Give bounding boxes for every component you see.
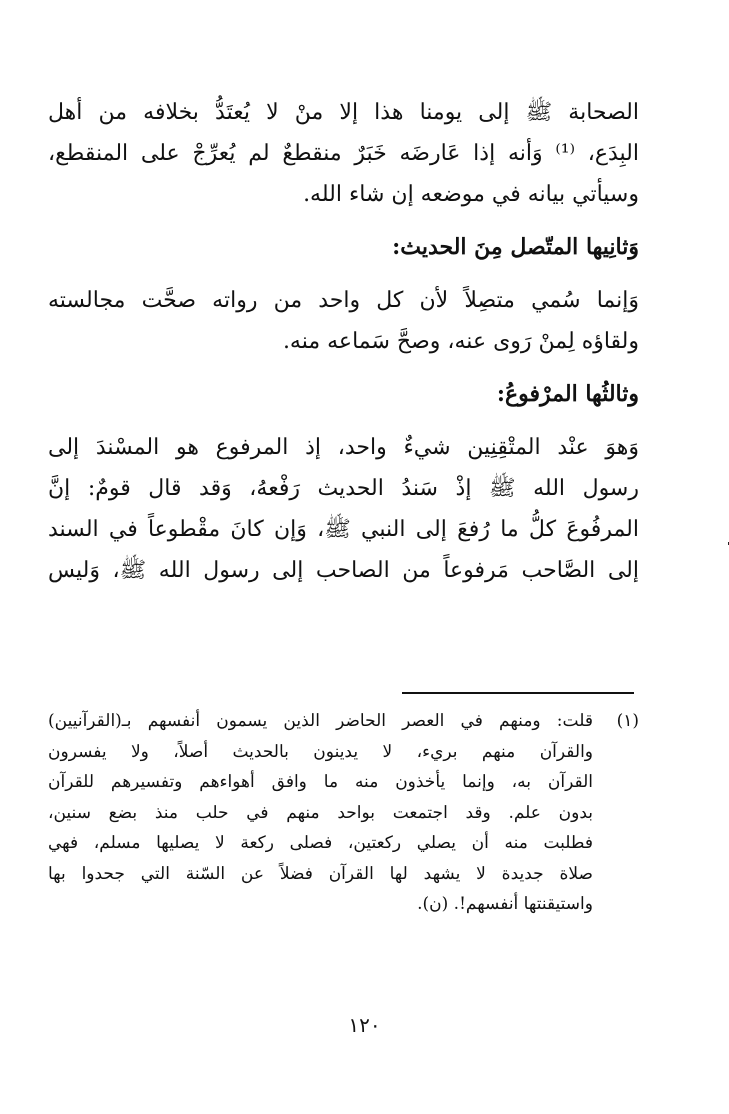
footnote-line: القرآن به، وإنما يأخذون منه ما وافق أهواءهم وتفسيرهم للقرآن: [48, 772, 593, 792]
footnote-line: واستيقنتها أنفسهم!. (ن).: [417, 894, 593, 914]
text-line: وَإنما سُمي متصِلاً لأن كل واحد من رواته صحَّت مجالسته: [48, 288, 639, 313]
footnote-line: فطلبت منه أن يصلي ركعتين، فصلى ركعة لا يصليها مسلم، فهي: [48, 833, 593, 853]
footnote-line: بدون علم. وقد اجتمعت بواحد منهم في حلب منذ بضع سنين،: [48, 802, 593, 823]
text-line: البِدَع، ⁽¹⁾ وَأنه إذا عَارضَه خَبَرٌ منقطعٌ لم يُعرِّجْ على المنقطع،: [48, 141, 639, 166]
text-line: إلى الصَّاحب مَرفوعاً من الصاحب إلى رسول الله ﷺ، وَليس: [48, 558, 639, 583]
text-line: وَهوَ عنْد المتْقِنِين شيءٌ واحد، إذ المرفوع هو المسْندَ إلى: [48, 435, 639, 460]
footnote-separator: [402, 692, 634, 694]
footnote: [48, 706, 639, 920]
spacer: [48, 415, 639, 427]
page-number: ١٢٠: [348, 1013, 381, 1037]
text-line: المرفُوعَ كلُّ ما رُفعَ إلى النبي ﷺ، وَإن كانَ مقْطوعاً في السند: [48, 517, 639, 542]
section-heading-marfu: وثالثُها المرْفوعُ:: [496, 381, 639, 407]
text-line: وسيأتي بيانه في موضعه إن شاء الله.: [303, 182, 639, 207]
main-text: [48, 92, 639, 591]
section-heading-connected: وَثانِيها المتّصل مِنَ الحديث:: [392, 234, 639, 260]
footnote-line: والقرآن منهم بريء، لا يدينون بالحديث أصلاً، ولا يفسرون: [48, 741, 593, 762]
footnote-first-line: [48, 706, 639, 737]
text-line: رسول الله ﷺ إذْ سَندُ الحديث رَفْعهُ، وَقد قال قومٌ: إنَّ: [48, 476, 639, 501]
footnote-line: قلت: ومنهم في العصر الحاضر الذين يسمون أنفسهم بـ(القرآنيين): [48, 711, 593, 731]
footnote-line: صلاة جديدة لا يشهد لها القرآن فضلاً عن السّنة التي جحدوا بها: [48, 863, 593, 884]
footnote-marker: (١): [616, 711, 639, 731]
spacer: [48, 268, 639, 280]
text-line: الصحابة ﷺ إلى يومنا هذا إلا منْ لا يُعتَدُّ بخلافه من أهل: [48, 100, 639, 125]
text-line: ولقاؤه لِمنْ رَوى عنه، وصحَّ سَماعه منه.: [282, 329, 639, 354]
